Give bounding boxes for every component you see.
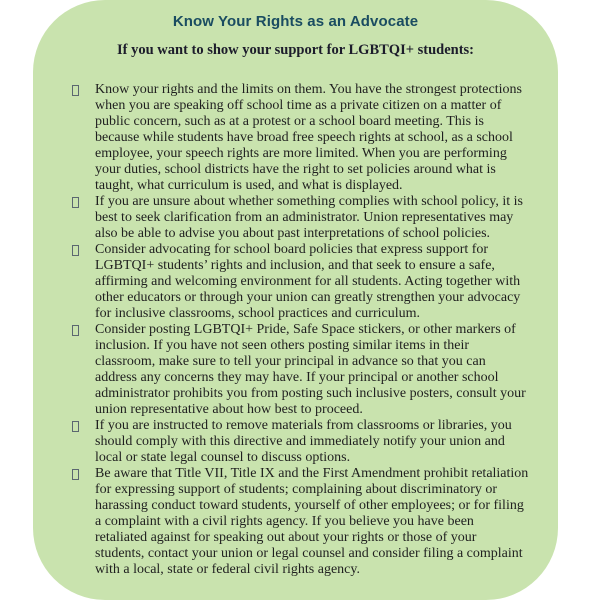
list-item <box>72 194 532 242</box>
checkbox-icon <box>72 197 79 208</box>
list-item <box>72 418 532 466</box>
list-item-text: Know your rights and the limits on them. You have the strongest protections when you are speaking off school time as a private citizen on a matter of public concern, such as at a protest or a school board meeting. This is because while students have broad free speech rights at school, as a school employee, your speech rights are more limited. When you are performing your duties, school districts have the right to set policies around what is taught, what curriculum is used, and what is displayed. <box>95 82 522 193</box>
list-item <box>72 82 532 194</box>
page-subtitle: If you want to show your support for LGBTQI+ students: <box>117 42 474 58</box>
list-item-text: If you are instructed to remove materials from classrooms or libraries, you should comply with this directive and immediately notify your union and local or state legal counsel to discuss options. <box>95 418 512 465</box>
page-title: Know Your Rights as an Advocate <box>172 13 419 30</box>
rights-bullet-list <box>72 82 532 578</box>
checkbox-icon <box>72 85 79 96</box>
list-item-text: Consider advocating for school board policies that express support for LGBTQI+ students’ rights and inclusion, and that seek to ensure a safe, affirming and welcoming environment for all students. Acting together with other educators or through your union can greatly strengthen your advocacy for inclusive classrooms, school practices and curriculum. <box>95 242 521 321</box>
checkbox-icon <box>72 421 79 432</box>
list-item <box>72 322 532 418</box>
checkbox-icon <box>72 469 79 480</box>
list-item <box>72 466 532 578</box>
checkbox-icon <box>72 325 79 336</box>
list-item-text: Be aware that Title VII, Title IX and the First Amendment prohibit retaliation for expressing support of students; complaining about discriminatory or harassing conduct toward students, yourself of other employees; or for filing a complaint with a civil rights agency. If you believe you have been retaliated against for speaking out about your rights or those of your students, contact your union or legal counsel and consider filing a complaint with a local, state or federal civil rights agency. <box>95 466 529 577</box>
list-item-text: If you are unsure about whether something complies with school policy, it is best to seek clarification from an administrator. Union representatives may also be able to advise you about past interpretations of school policies. <box>95 194 523 241</box>
list-item <box>72 242 532 322</box>
rights-card <box>33 0 558 600</box>
list-item-text: Consider posting LGBTQI+ Pride, Safe Space stickers, or other markers of inclusion. If you have not seen others posting similar items in their classroom, make sure to tell your principal in advance so that you can address any concerns they may have. If your principal or another school administrator prohibits you from posting such inclusive posters, consult your union representative about how best to proceed. <box>95 322 526 417</box>
checkbox-icon <box>72 245 79 256</box>
